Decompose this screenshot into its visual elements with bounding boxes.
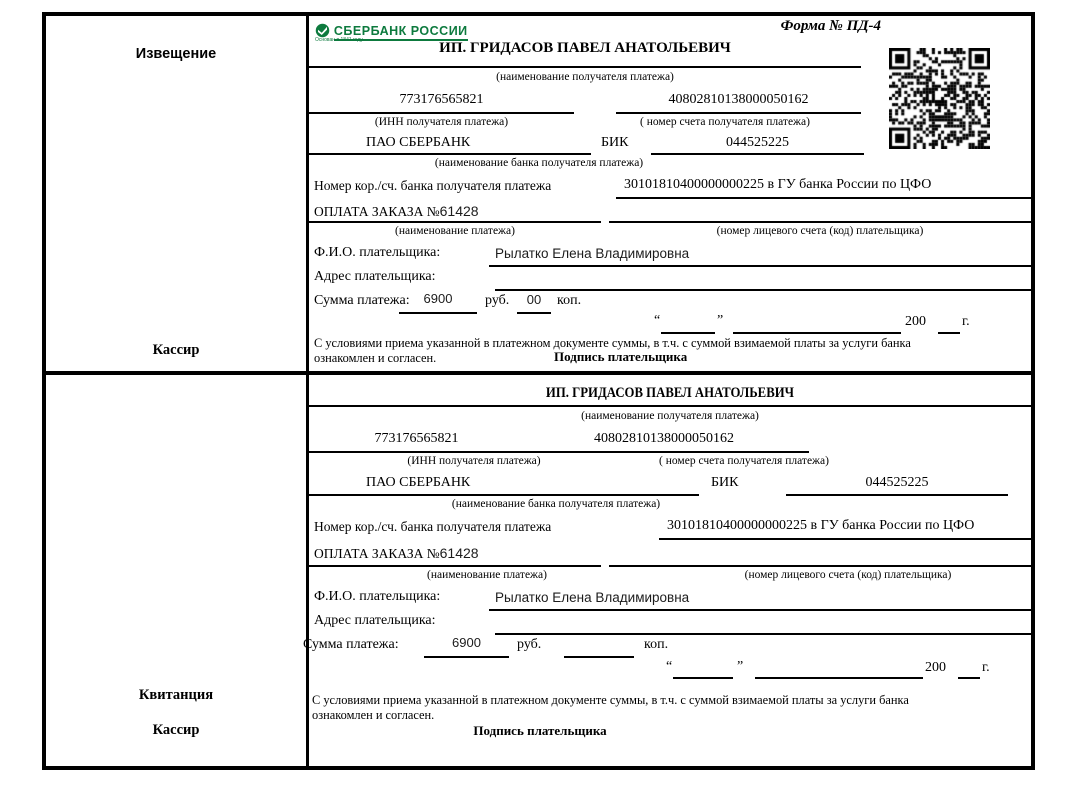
- kop-label: коп.: [644, 637, 669, 652]
- kop-label: коп.: [557, 293, 582, 308]
- underline: [399, 312, 477, 314]
- notice-body: [309, 16, 1031, 371]
- underline: [609, 565, 1031, 567]
- corr-account-value: 30101810400000000225 в ГУ банка России по ЦФО: [667, 518, 975, 533]
- payer-name-value: Рылатко Елена Владимировна: [495, 246, 690, 261]
- bik-label: БИК: [601, 135, 629, 150]
- payment-purpose: [314, 203, 479, 220]
- inn-value: 773176565821: [374, 431, 459, 446]
- corr-account-label: Номер кор./сч. банка получателя платежа: [314, 178, 552, 193]
- signature-label: Подпись плательщика: [554, 349, 688, 364]
- rub-label: руб.: [485, 293, 510, 308]
- payment-purpose-prefix: ОПЛАТА ЗАКАЗА №: [314, 546, 440, 561]
- agreement-line2: ознакомлен и согласен.: [314, 351, 437, 365]
- underline: [616, 112, 861, 114]
- underline: [609, 221, 1031, 223]
- receipt-title: Квитанция: [138, 687, 214, 703]
- close-quote: ”: [717, 313, 724, 328]
- payment-purpose: [314, 545, 479, 562]
- qr-code: [889, 48, 990, 149]
- underline: [938, 332, 960, 334]
- inn-caption: (ИНН получателя платежа): [407, 455, 541, 467]
- open-quote: “: [666, 659, 673, 674]
- underline: [659, 538, 1031, 540]
- year-suffix: г.: [982, 660, 990, 675]
- year-prefix: 200: [925, 660, 946, 675]
- personal-account-caption: (номер лицевого счета (код) плательщика): [744, 569, 952, 581]
- notice-title: Извещение: [135, 46, 217, 62]
- recipient-name: ИП. ГРИДАСОВ ПАВЕЛ АНАТОЛЬЕВИЧ: [439, 40, 731, 56]
- receipt-section: [46, 375, 1031, 766]
- receipt-left-cell: [46, 375, 309, 766]
- personal-account-caption: (номер лицевого счета (код) плательщика): [716, 225, 924, 237]
- agreement-line2: ознакомлен и согласен.: [312, 708, 435, 722]
- underline: [309, 451, 524, 453]
- form-number: Форма № ПД-4: [780, 18, 881, 34]
- corr-account-value: 30101810400000000225 в ГУ банка России по ЦФО: [624, 177, 932, 192]
- signature-label: Подпись плательщика: [473, 723, 607, 738]
- year-suffix: г.: [962, 314, 970, 329]
- bik-value: 044525225: [726, 135, 789, 150]
- underline: [489, 609, 1031, 611]
- recipient-caption: (наименование получателя платежа): [496, 71, 674, 83]
- account-value: 40802810138000050162: [594, 431, 734, 446]
- cashier-label: Кассир: [152, 722, 200, 738]
- payer-address-label: Адрес плательщика:: [314, 269, 436, 284]
- underline: [309, 153, 591, 155]
- payer-name-value: Рылатко Елена Владимировна: [495, 590, 690, 605]
- bank-caption: (наименование банка получателя платежа): [434, 157, 644, 169]
- payer-address-label: Адрес плательщика:: [314, 613, 436, 628]
- year-prefix: 200: [905, 314, 926, 329]
- open-quote: “: [654, 313, 661, 328]
- payment-caption: (наименование платежа): [395, 225, 515, 237]
- underline: [519, 451, 809, 453]
- underline: [564, 656, 634, 658]
- underline: [309, 66, 861, 68]
- account-caption: ( номер счета получателя платежа): [659, 455, 829, 467]
- underline: [309, 565, 601, 567]
- cashier-label: Кассир: [152, 342, 200, 359]
- payer-name-label: Ф.И.О. плательщика:: [314, 589, 441, 604]
- underline: [309, 112, 574, 114]
- underline: [651, 153, 864, 155]
- sberbank-logo-tagline: Основан в 1841 году: [315, 37, 363, 44]
- notice-section: [46, 16, 1031, 375]
- form-table: [42, 12, 1035, 770]
- underline: [489, 265, 1031, 267]
- underline: [786, 494, 1008, 496]
- underline: [495, 633, 1031, 635]
- underline: [673, 677, 733, 679]
- underline: [733, 332, 901, 334]
- inn-value: 773176565821: [399, 92, 484, 107]
- underline: [309, 221, 601, 223]
- underline: [755, 677, 923, 679]
- notice-left-cell: [46, 16, 309, 371]
- agreement-line1: С условиями приема указанной в платежном документе суммы, в т.ч. с суммой взимаемой платы за услуги банка: [312, 693, 909, 707]
- corr-account-label: Номер кор./сч. банка получателя платежа: [314, 519, 552, 534]
- account-caption: ( номер счета получателя платежа): [640, 116, 810, 128]
- recipient-name: [309, 385, 1031, 402]
- underline: [616, 197, 1031, 199]
- account-value: 40802810138000050162: [668, 92, 809, 107]
- underline: [661, 332, 715, 334]
- inn-caption: (ИНН получателя платежа): [374, 116, 509, 128]
- recipient-caption: (наименование получателя платежа): [581, 410, 759, 422]
- amount-rub-value: 6900: [452, 635, 481, 650]
- bik-label: БИК: [711, 475, 739, 490]
- bank-name: ПАО СБЕРБАНК: [366, 475, 471, 490]
- payment-purpose-prefix: ОПЛАТА ЗАКАЗА №: [314, 204, 440, 219]
- order-number: 61428: [439, 545, 479, 561]
- amount-rub-value: 6900: [423, 291, 453, 306]
- order-number: 61428: [439, 203, 479, 219]
- underline: [309, 405, 1031, 407]
- rub-label: руб.: [517, 637, 542, 652]
- underline: [424, 656, 509, 658]
- sberbank-logo-icon: [315, 23, 330, 38]
- underline: [958, 677, 980, 679]
- agreement-line1: С условиями приема указанной в платежном документе суммы, в т.ч. с суммой взимаемой платы за услуги банка: [314, 336, 911, 350]
- payer-name-label: Ф.И.О. плательщика:: [314, 245, 441, 260]
- payment-caption: (наименование платежа): [427, 569, 547, 581]
- amount-label: Сумма платежа:: [303, 637, 399, 652]
- sberbank-logo-text: СБЕРБАНК РОССИИ: [334, 24, 468, 41]
- amount-kop-value: 00: [526, 292, 542, 307]
- recipient-name-text: ИП. ГРИДАСОВ ПАВЕЛ АНАТОЛЬЕВИЧ: [545, 385, 795, 401]
- underline: [517, 312, 551, 314]
- receipt-body: [303, 375, 1031, 766]
- bank-name: ПАО СБЕРБАНК: [366, 135, 471, 150]
- amount-label: Сумма платежа:: [314, 293, 410, 308]
- bank-caption: (наименование банка получателя платежа): [451, 498, 661, 510]
- close-quote: ”: [737, 659, 744, 674]
- bik-value: 044525225: [865, 475, 929, 490]
- underline: [495, 289, 1031, 291]
- underline: [309, 494, 699, 496]
